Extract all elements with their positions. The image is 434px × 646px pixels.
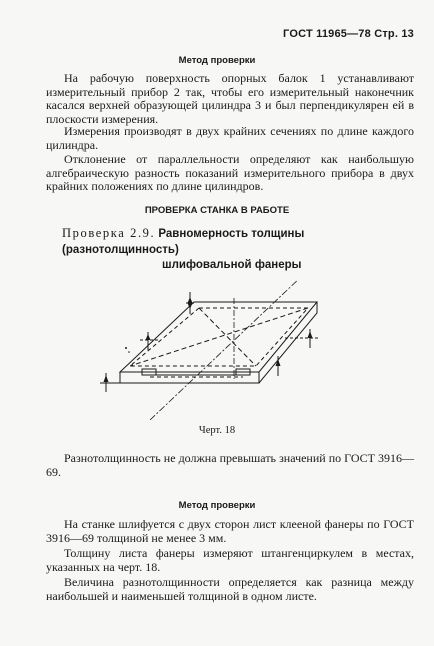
paragraph-7: Величина разнотолщинности определяется как разница между наибольшей и наименьшей толщиной в одном листе.	[46, 575, 414, 603]
paragraph-5: На станке шлифуется с двух сторон лист клееной фанеры по ГОСТ 3916—69 толщиной не менее 3 мм.	[46, 517, 414, 545]
arrow-bottom-left-head	[104, 375, 109, 382]
paragraph-1: На рабочую поверхность опорных балок 1 устанавливают измерительный прибор 2 так, чтобы его измерительный наконечник касался верхней образующей цилиндра 3 и был перпендикулярен ей в плоскости измерения.	[46, 71, 414, 126]
board-top-face	[120, 302, 317, 372]
check-title	[62, 226, 414, 273]
check-number: Проверка 2.9.	[62, 226, 156, 240]
paragraph-2: Измерения производят в двух крайних сечениях по длине каждого цилиндра.	[46, 124, 414, 152]
figure-plywood-measurement	[0, 280, 434, 420]
board-front-edge	[120, 372, 259, 383]
arrow-mid-left-head	[146, 334, 151, 340]
method-heading-1: Метод проверки	[178, 55, 256, 66]
arrow-mid-right-head	[308, 331, 313, 338]
speck-1	[125, 347, 127, 349]
paragraph-4: Разнотолщинность не должна превышать значений по ГОСТ 3916—69.	[46, 451, 414, 479]
figure-caption: Черт. 18	[198, 425, 236, 436]
method-heading-2: Метод проверки	[178, 500, 256, 511]
check-title-line-2: шлифовальной фанеры	[162, 259, 302, 271]
diagonal-1	[199, 308, 256, 366]
paragraph-3: Отклонение от параллельности определяют как наибольшую алгебраическую разность показаний измерительного прибора в двух крайних положениях по длине цилиндров.	[46, 152, 414, 194]
page-header: ГОСТ 11965—78 Стр. 13	[283, 28, 414, 40]
paragraph-6: Толщину листа фанеры измеряют штангенциркулем в местах, указанных на черт. 18.	[46, 546, 414, 574]
check-title-line-1: Равномерность толщины (разнотолщинность)	[62, 228, 305, 256]
arrow-top-head	[188, 297, 193, 303]
speck-2	[128, 351, 130, 353]
section-heading: ПРОВЕРКА СТАНКА В РАБОТЕ	[144, 205, 290, 216]
